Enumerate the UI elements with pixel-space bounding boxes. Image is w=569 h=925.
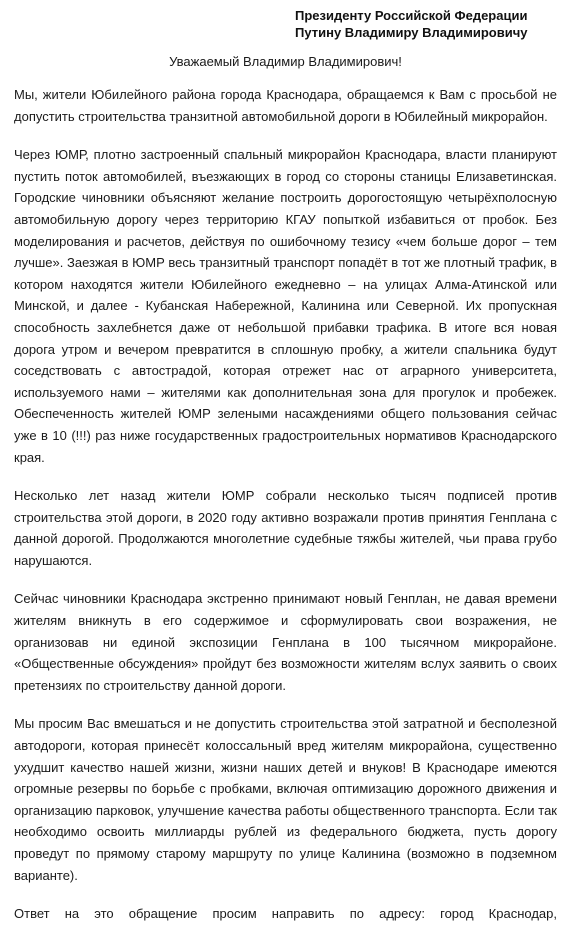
letter-page [14, 0, 557, 922]
addressee-line-1: Президенту Российской Федерации [295, 8, 528, 23]
paragraph-problem: Через ЮМР, плотно застроенный спальный микрорайон Краснодара, власти планируют пустить поток автомобилей, въезжающих в город со стороны станицы Елизаветинская. Городские чиновники объясняют желание построить дорогостоящую четырёхполосную автомобильную дорогу через территорию КГАУ попыткой избавиться от пробок. Без моделирования и расчетов, действуя по ошибочному тезису «чем больше дорог – тем лучше». Заезжая в ЮМР весь транзитный транспорт попадёт в тот же плотный трафик, в котором находятся жители Юбилейного ежедневно – на улицах Алма-Атинской или Минской, и далее - Кубанская Набережной, Калинина или Северной. Их пропускная способность захлебнется даже от небольшой прибавки трафика. В итоге вся новая дорога утром и вечером превратится в сплошную пробку, а жители спальника будут соседствовать с автострадой, которая отрежет нас от аграрного университета, используемого нами – жителями как дополнительная зона для прогулок и пробежек. Обеспеченность жителей ЮМР зелеными насаждениями общего пользования сейчас уже в 10 (!!!) раз ниже государственных градостроительных нормативов Краснодарского края. [14, 147, 557, 465]
paragraph-history: Несколько лет назад жители ЮМР собрали несколько тысяч подписей против строительства этой дороги, в 2020 году активно возражали против принятия Генплана с данной дорогой. Продолжаются многолетние судебные тяжбы жителей, чьи права грубо нарушаются. [14, 488, 557, 568]
paragraph-request: Мы, жители Юбилейного района города Краснодара, обращаемся к Вам с просьбой не допустить строительства транзитной автомобильной дороги в Юбилейный микрорайон. [14, 87, 557, 124]
paragraph-appeal: Мы просим Вас вмешаться и не допустить строительства этой затратной и бесполезной автодороги, которая принесёт колоссальный вред жителям микрорайона, существенно ухудшит качество нашей жизни, жизни наших детей и внуков! В Краснодаре имеются огромные резервы по борьбе с пробками, включая оптимизацию дорожного движения и организацию парковок, улучшение качества работы общественного транспорта. Если так необходимо освоить миллиарды рублей из федерального бюджета, пусть дорогу проведут по прямому старому маршруту по улице Калинина (возможно в подземном варианте). [14, 716, 557, 883]
letter-body [14, 84, 557, 925]
paragraph-general-plan: Сейчас чиновники Краснодара экстренно принимают новый Генплан, не давая времени жителям вникнуть в его содержимое и сформулировать свои возражения, не организовав ни единой экспозиции Генплана в 100 тысячном микрорайоне. «Общественные обсуждения» пройдут без возможности жителям вслух заявить о своих претензиях по строительству данной дороги. [14, 591, 557, 693]
addressee-line-2: Путину Владимиру Владимировичу [295, 25, 528, 40]
paragraph-reply-address: Ответ на это обращение просим направить по адресу: город Краснодар, [14, 906, 557, 922]
addressee-block [295, 7, 557, 41]
salutation: Уважаемый Владимир Владимирович! [169, 54, 402, 69]
